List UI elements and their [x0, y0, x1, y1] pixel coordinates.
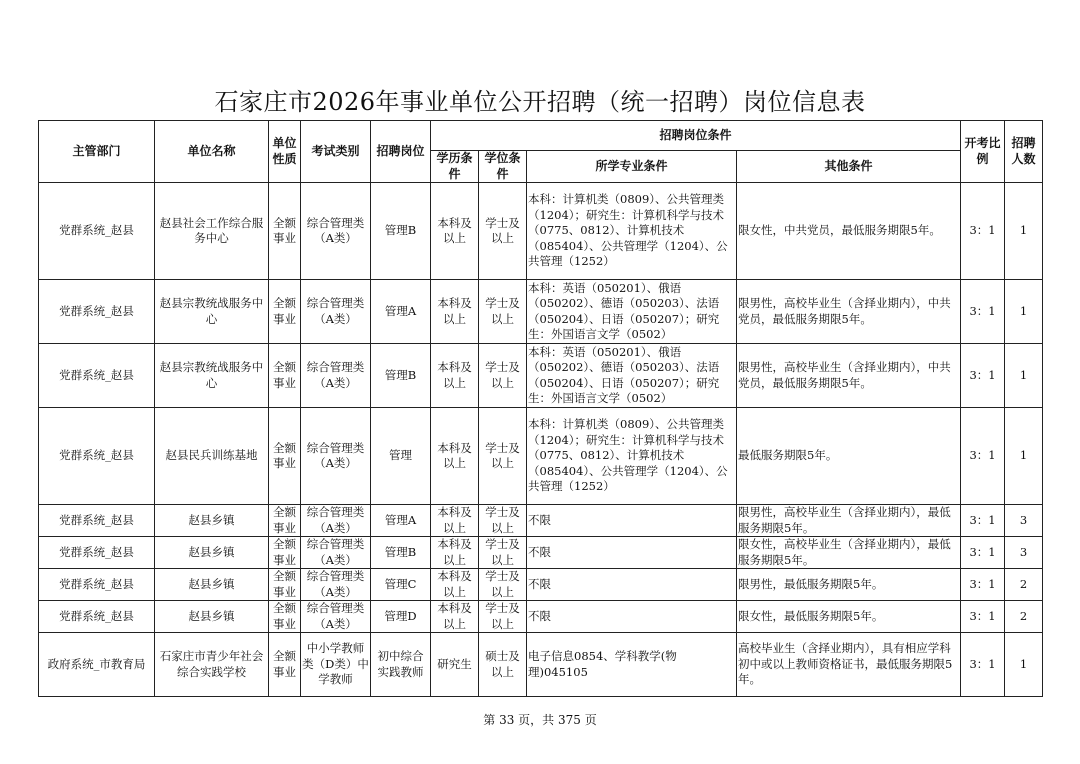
- cell-edu: 本科及以上: [431, 569, 479, 601]
- header-edu: 学历条件: [431, 151, 479, 183]
- header-conditions: 招聘岗位条件: [431, 121, 961, 151]
- cell-exam: 综合管理类（A类）: [301, 601, 371, 633]
- cell-exam: 综合管理类（A类）: [301, 537, 371, 569]
- cell-count: 1: [1005, 344, 1043, 408]
- page-title: 石家庄市2026年事业单位公开招聘（统一招聘）岗位信息表: [214, 88, 866, 116]
- cell-post: 管理: [371, 408, 431, 505]
- cell-ratio: 3：1: [961, 601, 1005, 633]
- cell-exam: 综合管理类（A类）: [301, 505, 371, 537]
- table-row: [39, 505, 1043, 537]
- table-row: [39, 408, 1043, 505]
- table-row: [39, 183, 1043, 280]
- cell-major: 不限: [527, 505, 737, 537]
- cell-nature: 全额事业: [269, 537, 301, 569]
- header-nature: 单位性质: [269, 121, 301, 183]
- cell-dept: 党群系统_赵县: [39, 183, 155, 280]
- cell-other: 限男性，高校毕业生（含择业期内），中共党员，最低服务期限5年。: [737, 280, 961, 344]
- cell-degree: 学士及以上: [479, 183, 527, 280]
- cell-degree: 学士及以上: [479, 280, 527, 344]
- cell-nature: 全额事业: [269, 280, 301, 344]
- cell-degree: 硕士及以上: [479, 633, 527, 697]
- cell-edu: 本科及以上: [431, 344, 479, 408]
- cell-other: 限男性，高校毕业生（含择业期内），最低服务期限5年。: [737, 505, 961, 537]
- cell-unit: 赵县民兵训练基地: [155, 408, 269, 505]
- header-other: 其他条件: [737, 151, 961, 183]
- table-row: [39, 344, 1043, 408]
- cell-count: 3: [1005, 537, 1043, 569]
- cell-dept: 党群系统_赵县: [39, 569, 155, 601]
- cell-major: 不限: [527, 601, 737, 633]
- cell-nature: 全额事业: [269, 408, 301, 505]
- cell-post: 管理D: [371, 601, 431, 633]
- cell-degree: 学士及以上: [479, 569, 527, 601]
- cell-post: 管理C: [371, 569, 431, 601]
- header-unit: 单位名称: [155, 121, 269, 183]
- table-header-row: [39, 121, 1043, 151]
- cell-unit: 赵县宗教统战服务中心: [155, 344, 269, 408]
- cell-major: 本科：计算机类（0809）、公共管理类（1204）；研究生：计算机科学与技术（0775、0812）、计算机技术（085404）、公共管理学（1204）、公共管理（1252）: [527, 183, 737, 280]
- cell-degree: 学士及以上: [479, 344, 527, 408]
- cell-post: 管理B: [371, 344, 431, 408]
- cell-major: 不限: [527, 537, 737, 569]
- cell-degree: 学士及以上: [479, 505, 527, 537]
- cell-unit: 赵县乡镇: [155, 601, 269, 633]
- header-dept: 主管部门: [39, 121, 155, 183]
- cell-unit: 石家庄市青少年社会综合实践学校: [155, 633, 269, 697]
- cell-dept: 党群系统_赵县: [39, 408, 155, 505]
- cell-unit: 赵县宗教统战服务中心: [155, 280, 269, 344]
- cell-unit: 赵县乡镇: [155, 569, 269, 601]
- job-positions-table: [38, 120, 1043, 697]
- cell-edu: 本科及以上: [431, 505, 479, 537]
- cell-edu: 研究生: [431, 633, 479, 697]
- table-row: [39, 537, 1043, 569]
- cell-dept: 党群系统_赵县: [39, 280, 155, 344]
- cell-count: 3: [1005, 505, 1043, 537]
- header-major: 所学专业条件: [527, 151, 737, 183]
- table-row: [39, 633, 1043, 697]
- cell-edu: 本科及以上: [431, 183, 479, 280]
- cell-count: 2: [1005, 569, 1043, 601]
- cell-other: 最低服务期限5年。: [737, 408, 961, 505]
- cell-major: 本科：英语（050201）、俄语（050202）、德语（050203）、法语（050204）、日语（050207）；研究生：外国语言文学（0502）: [527, 280, 737, 344]
- header-count: 招聘人数: [1005, 121, 1043, 183]
- cell-post: 管理A: [371, 505, 431, 537]
- cell-major: 本科：计算机类（0809）、公共管理类（1204）；研究生：计算机科学与技术（0775、0812）、计算机技术（085404）、公共管理学（1204）、公共管理（1252）: [527, 408, 737, 505]
- cell-other: 限男性，高校毕业生（含择业期内），中共党员，最低服务期限5年。: [737, 344, 961, 408]
- cell-ratio: 3：1: [961, 344, 1005, 408]
- cell-other: 限女性，最低服务期限5年。: [737, 601, 961, 633]
- cell-ratio: 3：1: [961, 280, 1005, 344]
- cell-dept: 党群系统_赵县: [39, 601, 155, 633]
- cell-other: 限女性，高校毕业生（含择业期内），最低服务期限5年。: [737, 537, 961, 569]
- cell-major: 不限: [527, 569, 737, 601]
- cell-post: 管理A: [371, 280, 431, 344]
- cell-ratio: 3：1: [961, 569, 1005, 601]
- cell-ratio: 3：1: [961, 183, 1005, 280]
- cell-exam: 综合管理类（A类）: [301, 183, 371, 280]
- cell-count: 1: [1005, 280, 1043, 344]
- cell-major: 本科：英语（050201）、俄语（050202）、德语（050203）、法语（050204）、日语（050207）；研究生：外国语言文学（0502）: [527, 344, 737, 408]
- cell-exam: 综合管理类（A类）: [301, 569, 371, 601]
- cell-exam: 综合管理类（A类）: [301, 280, 371, 344]
- cell-other: 限男性，最低服务期限5年。: [737, 569, 961, 601]
- cell-unit: 赵县乡镇: [155, 505, 269, 537]
- cell-count: 1: [1005, 408, 1043, 505]
- cell-nature: 全额事业: [269, 601, 301, 633]
- cell-post: 管理B: [371, 537, 431, 569]
- table-row: [39, 601, 1043, 633]
- cell-edu: 本科及以上: [431, 408, 479, 505]
- cell-nature: 全额事业: [269, 569, 301, 601]
- cell-nature: 全额事业: [269, 183, 301, 280]
- cell-exam: 中小学教师类（D类）中学教师: [301, 633, 371, 697]
- cell-unit: 赵县乡镇: [155, 537, 269, 569]
- header-degree: 学位条件: [479, 151, 527, 183]
- cell-edu: 本科及以上: [431, 601, 479, 633]
- cell-degree: 学士及以上: [479, 537, 527, 569]
- cell-count: 2: [1005, 601, 1043, 633]
- header-post: 招聘岗位: [371, 121, 431, 183]
- cell-exam: 综合管理类（A类）: [301, 408, 371, 505]
- cell-dept: 党群系统_赵县: [39, 537, 155, 569]
- cell-post: 初中综合实践教师: [371, 633, 431, 697]
- cell-edu: 本科及以上: [431, 537, 479, 569]
- cell-degree: 学士及以上: [479, 601, 527, 633]
- cell-ratio: 3：1: [961, 537, 1005, 569]
- cell-count: 1: [1005, 633, 1043, 697]
- cell-other: 限女性，中共党员，最低服务期限5年。: [737, 183, 961, 280]
- cell-ratio: 3：1: [961, 408, 1005, 505]
- cell-nature: 全额事业: [269, 505, 301, 537]
- cell-count: 1: [1005, 183, 1043, 280]
- cell-dept: 党群系统_赵县: [39, 505, 155, 537]
- cell-exam: 综合管理类（A类）: [301, 344, 371, 408]
- cell-dept: 政府系统_市教育局: [39, 633, 155, 697]
- cell-nature: 全额事业: [269, 633, 301, 697]
- table-row: [39, 280, 1043, 344]
- header-ratio: 开考比例: [961, 121, 1005, 183]
- page-number-footer: 第 33 页，共 375 页: [483, 713, 597, 727]
- cell-nature: 全额事业: [269, 344, 301, 408]
- header-exam: 考试类别: [301, 121, 371, 183]
- cell-other: 高校毕业生（含择业期内），具有相应学科初中或以上教师资格证书，最低服务期限5年。: [737, 633, 961, 697]
- cell-degree: 学士及以上: [479, 408, 527, 505]
- cell-ratio: 3：1: [961, 505, 1005, 537]
- cell-post: 管理B: [371, 183, 431, 280]
- cell-ratio: 3：1: [961, 633, 1005, 697]
- cell-edu: 本科及以上: [431, 280, 479, 344]
- cell-unit: 赵县社会工作综合服务中心: [155, 183, 269, 280]
- cell-dept: 党群系统_赵县: [39, 344, 155, 408]
- cell-major: 电子信息0854、学科教学(物理)045105: [527, 633, 737, 697]
- table-row: [39, 569, 1043, 601]
